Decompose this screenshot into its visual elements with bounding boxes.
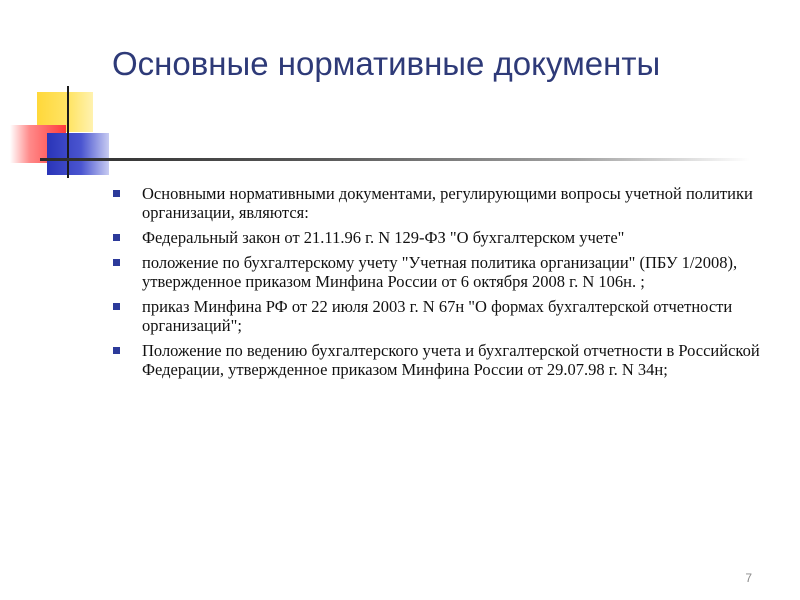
square-bullet-icon <box>113 259 120 266</box>
list-item-text: Положение по ведению бухгалтерского учета и бухгалтерской отчетности в Российской Федерации, утвержденное приказом Минфина России от 29.07.98 г. N 34н; <box>142 341 760 379</box>
title-underline <box>40 158 750 161</box>
page-number: 7 <box>745 571 752 585</box>
list-item <box>112 253 762 291</box>
list-item-text: Федеральный закон от 21.11.96 г. N 129-ФЗ "О бухгалтерском учете" <box>142 228 625 247</box>
square-bullet-icon <box>113 234 120 241</box>
square-bullet-icon <box>113 347 120 354</box>
square-bullet-icon <box>113 190 120 197</box>
vertical-rule <box>67 86 69 178</box>
list-item <box>112 228 762 247</box>
list-item-text: приказ Минфина РФ от 22 июля 2003 г. N 67н "О формах бухгалтерской отчетности организаций"; <box>142 297 733 335</box>
blue-square <box>47 133 109 175</box>
square-bullet-icon <box>113 303 120 310</box>
list-item-text: Основными нормативными документами, регулирующими вопросы учетной политики организации, являются: <box>142 184 753 222</box>
list-item <box>112 184 762 222</box>
list-item <box>112 341 762 379</box>
slide-title: Основные нормативные документы <box>112 45 661 82</box>
list-item <box>112 297 762 335</box>
list-item-text: положение по бухгалтерскому учету "Учетная политика организации" (ПБУ 1/2008), утвержденное приказом Минфина России от 6 октября 2008 г. N 106н. ; <box>142 253 738 291</box>
bullet-list <box>112 184 762 385</box>
decorative-blocks <box>0 0 120 190</box>
